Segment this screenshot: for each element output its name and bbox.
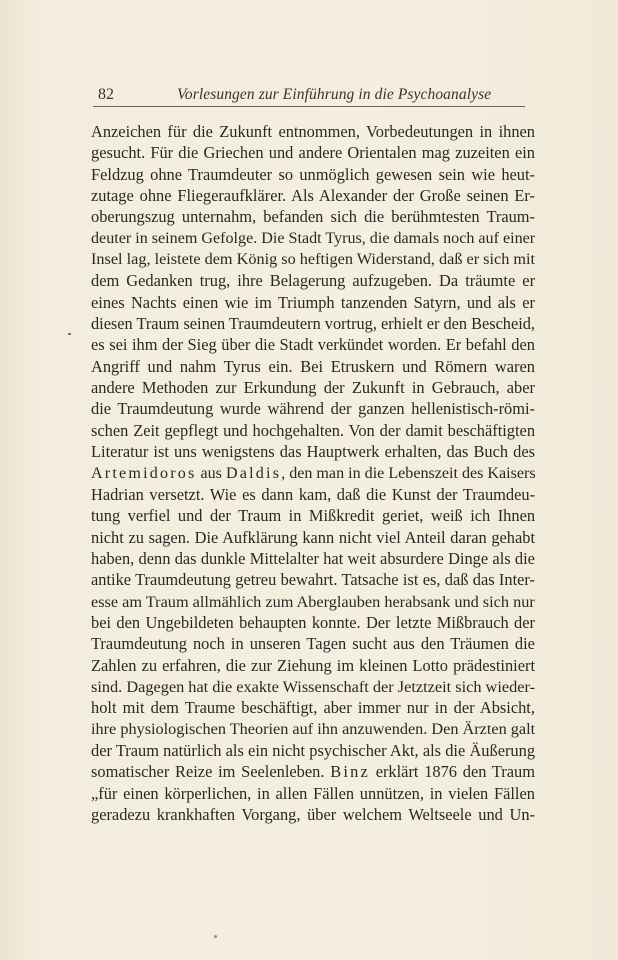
text-line: es sei ihm der Sieg über die Stadt verkündet worden. Er befahl den <box>91 335 535 355</box>
text-line: sind. Dagegen hat die exakte Wissenschaft der Jetztzeit sich wieder- <box>91 676 535 696</box>
text-line: Feldzug ohne Traumdeuter so unmöglich gewesen sein wie heut- <box>91 164 535 184</box>
text-line: Insel lag, leistete dem König so heftigen Widerstand, daß er sich mit <box>91 250 536 269</box>
text-line: holt mit dem Traume beschäftigt, aber immer nur in der Absicht, <box>91 698 535 718</box>
author-name-artemidoros: Artemidoros <box>91 464 197 482</box>
text-line: antike Traumdeutung getreu bewahrt. Tatsache ist es, daß das Inter- <box>91 570 535 590</box>
text-line: deuter in seinem Gefolge. Die Stadt Tyrus, die damals noch auf einer <box>91 229 536 247</box>
text-fragment: erklärt 1876 den Traum <box>369 762 535 782</box>
text-line: geradezu krankhaften Vorgang, über welchem Weltseele und Un- <box>91 805 535 824</box>
text-line: die Traumdeutung wurde während der ganzen hellenistisch-römi- <box>91 399 536 419</box>
text-line: nicht zu sagen. Die Aufklärung kann nicht viel Anteil daran gehabt <box>91 527 536 547</box>
text-line: bei den Ungebildeten behaupten konnte. Der letzte Mißbrauch der <box>91 612 535 632</box>
author-name-binz: Binz <box>330 762 370 782</box>
place-name-daldis: Daldis <box>225 464 282 482</box>
running-title: Vorlesungen zur Einführung in die Psychoanalyse <box>177 86 492 103</box>
text-line: oberungszug unternahm, befanden sich die berühmtesten Traum- <box>91 207 536 227</box>
text-line: dem Gedanken trug, ihre Belagerung aufzugeben. Da träumte er <box>91 271 536 291</box>
text-line: Zahlen zu erfahren, die zur Ziehung im kleinen Lotto prädestiniert <box>91 655 536 675</box>
text-line: diesen Traum seinen Traumdeutern vortrug, erhielt er den Bescheid, <box>91 314 535 334</box>
text-line: Anzeichen für die Zukunft entnommen, Vorbedeutungen in ihnen <box>91 122 535 141</box>
text-line: ihre physiologischen Theorien auf ihn anzuwenden. Den Ärzten galt <box>91 719 536 738</box>
text-line: „für einen körperlichen, in allen Fällen unnützen, in vielen Fällen <box>91 783 535 803</box>
text-line: tung verfiel und der Traum in Mißkredit geriet, weiß ich Ihnen <box>91 506 536 526</box>
text-line: eines Nachts einen wie im Triumph tanzenden Satyrn, und als er <box>91 292 535 312</box>
text-line <box>91 463 535 484</box>
text-line <box>91 761 535 782</box>
text-line: der Traum natürlich als ein nicht psychischer Akt, als die Äußerung <box>91 740 536 760</box>
text-line: schen Zeit gepflegt und hochgehalten. Von der damit beschäftigten <box>91 420 536 440</box>
paper-speck <box>214 935 217 938</box>
text-fragment: aus <box>196 464 226 482</box>
text-line: Hadrian versetzt. Wie es dann kam, daß die Kunst der Traumdeu- <box>91 484 536 504</box>
text-line: Literatur ist uns wenigstens das Hauptwerk erhalten, das Buch des <box>91 442 535 462</box>
text-line: esse am Traum allmählich zum Aberglauben herabsank und sich nur <box>91 591 535 611</box>
text-line: zutage ohne Fliegeraufklärer. Als Alexander der Große seinen Er- <box>91 186 535 206</box>
text-fragment: somatischer Reize im Seelenleben. <box>91 762 331 782</box>
text-line: haben, denn das dunkle Mittelalter hat weit absurdere Dinge als die <box>91 548 535 568</box>
page-number: 82 <box>98 86 114 103</box>
text-line: andere Methoden zur Erkundung der Zukunft in Gebrauch, aber <box>91 378 535 398</box>
text-line: Angriff und nahm Tyrus ein. Bei Etruskern und Römern waren <box>91 356 535 376</box>
page-header <box>93 86 525 107</box>
text-line: Traumdeutung noch in unseren Tagen sucht aus den Träumen die <box>91 634 535 654</box>
body-text <box>91 121 535 825</box>
margin-speck <box>68 333 71 335</box>
text-line: gesucht. Für die Griechen und andere Orientalen mag zuzeiten ein <box>91 143 535 163</box>
text-fragment: , den man in die Lebenszeit des Kaisers <box>281 464 536 482</box>
